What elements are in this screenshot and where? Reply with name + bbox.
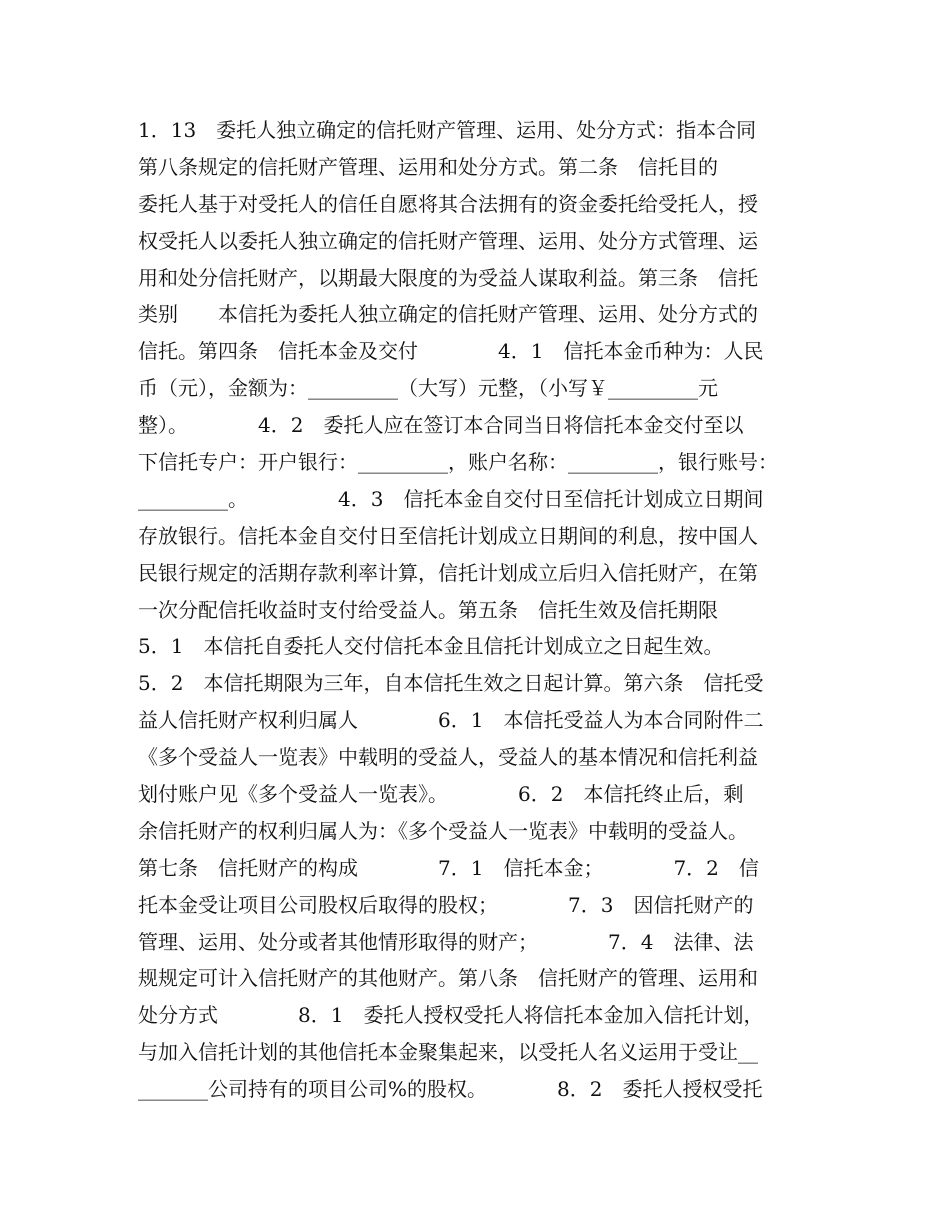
text-line: 规规定可计入信托财产的其他财产。第八条 信托财产的管理、运用和 (138, 966, 758, 991)
text-line: 一次分配信托收益时支付给受益人。第五条 信托生效及信托期限 (138, 597, 718, 622)
text-line: 下信托专户：开户银行：_________，账户名称：_________，银行账号： (138, 450, 778, 475)
text-line: 5．2 本信托期限为三年，自本信托生效之日起计算。第六条 信托受 (138, 671, 764, 696)
text-line: 与加入信托计划的其他信托本金聚集起来，以受托人名义运用于受让__ (138, 1040, 758, 1065)
text-line: 权受托人以委托人独立确定的信托财产管理、运用、处分方式管理、运 (138, 228, 758, 253)
text-line: 托本金受让项目公司股权后取得的股权； 7．3 因信托财产的 (138, 892, 754, 917)
text-line: 第七条 信托财产的构成 7．1 信托本金； 7．2 信 (138, 855, 759, 880)
text-line: 5．1 本信托自委托人交付信托本金且信托计划成立之日起生效。 (138, 634, 724, 659)
text-line: 委托人基于对受托人的信任自愿将其合法拥有的资金委托给受托人，授 (138, 191, 758, 216)
text-line: 民银行规定的活期存款利率计算，信托计划成立后归入信托财产，在第 (138, 560, 758, 585)
text-line: 存放银行。信托本金自交付日至信托计划成立日期间的利息，按中国人 (138, 523, 758, 548)
text-line: 整）。 4．2 委托人应在签订本合同当日将信托本金交付至以 (138, 413, 744, 438)
text-line: 处分方式 8．1 委托人授权受托人将信托本金加入信托计划， (138, 1003, 764, 1028)
text-line: 余信托财产的权利归属人为：《多个受益人一览表》中载明的受益人。 (138, 818, 748, 843)
text-line: 管理、运用、处分或者其他情形取得的财产； 7．4 法律、法 (138, 929, 754, 954)
contract-body-text (138, 112, 818, 1108)
text-line: _______公司持有的项目公司%的股权。 8．2 委托人授权受托 (138, 1077, 763, 1102)
text-line: 益人信托财产权利归属人 6．1 本信托受益人为本合同附件二 (138, 708, 764, 733)
text-line: 1．13 委托人独立确定的信托财产管理、运用、处分方式：指本合同 (138, 118, 757, 142)
text-line: 币（元），金额为：_________（大写）元整，（小写￥_________元 (138, 376, 718, 401)
text-line: 类别 本信托为委托人独立确定的信托财产管理、运用、处分方式的 (138, 302, 758, 327)
text-line: 划付账户见《多个受益人一览表》。 6．2 本信托终止后，剩 (138, 782, 744, 807)
text-line: 用和处分信托财产，以期最大限度的为受益人谋取利益。第三条 信托 (138, 265, 758, 290)
text-line: 第八条规定的信托财产管理、运用和处分方式。第二条 信托目的 (138, 154, 718, 179)
text-line: _________。 4．3 信托本金自交付日至信托计划成立日期间 (138, 486, 764, 511)
text-line: 信托。第四条 信托本金及交付 4．1 信托本金币种为：人民 (138, 339, 764, 364)
text-line: 《多个受益人一览表》中载明的受益人，受益人的基本情况和信托利益 (138, 745, 758, 770)
